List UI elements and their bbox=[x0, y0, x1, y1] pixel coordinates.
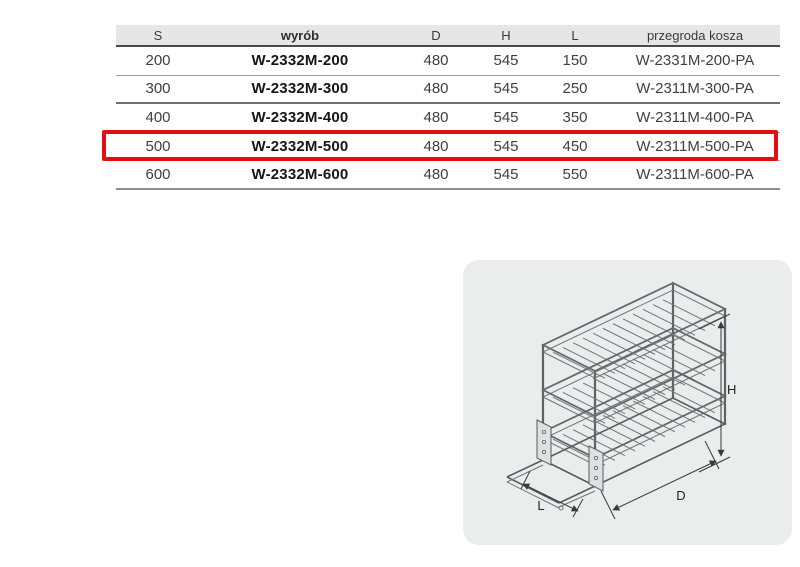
cell-divider: W-2311M-600-PA bbox=[636, 166, 754, 184]
dim-label-height: H bbox=[727, 382, 737, 397]
table-row-200[interactable] bbox=[116, 47, 780, 76]
cell-l: 350 bbox=[562, 109, 588, 127]
cell-l: 150 bbox=[562, 52, 588, 70]
column-header-l: L bbox=[571, 27, 579, 43]
cell-l: 550 bbox=[562, 166, 588, 184]
column-header-h: H bbox=[501, 27, 511, 43]
cell-divider: W-2331M-200-PA bbox=[635, 52, 755, 70]
table-row-500[interactable] bbox=[116, 133, 780, 162]
column-header-product: wyrób bbox=[280, 27, 320, 43]
cell-product: W-2332M-200 bbox=[251, 52, 349, 70]
cell-divider: W-2311M-300-PA bbox=[636, 80, 754, 98]
cell-s: 200 bbox=[145, 52, 171, 70]
cell-product: W-2332M-600 bbox=[251, 166, 349, 184]
cell-h: 545 bbox=[493, 138, 519, 156]
basket-wireframe bbox=[507, 283, 725, 510]
cell-h: 545 bbox=[493, 80, 519, 98]
cell-d: 480 bbox=[423, 109, 449, 127]
cell-d: 480 bbox=[423, 80, 449, 98]
cell-product: W-2332M-500 bbox=[251, 138, 349, 156]
cell-d: 480 bbox=[423, 166, 449, 184]
table-header-row bbox=[116, 25, 780, 47]
cell-l: 450 bbox=[562, 138, 588, 156]
cell-l: 250 bbox=[562, 80, 588, 98]
cell-s: 600 bbox=[145, 166, 171, 184]
cell-h: 545 bbox=[493, 52, 519, 70]
column-header-divider: przegroda kosza bbox=[646, 27, 744, 43]
cell-h: 545 bbox=[493, 109, 519, 127]
cell-h: 545 bbox=[493, 166, 519, 184]
table-row-300[interactable] bbox=[116, 76, 780, 105]
dim-label-depth: D bbox=[676, 488, 686, 503]
cell-product: W-2332M-400 bbox=[251, 109, 349, 127]
table-row-600[interactable] bbox=[116, 161, 780, 190]
table-row-400[interactable] bbox=[116, 104, 780, 133]
table-body bbox=[116, 47, 780, 190]
cell-s: 400 bbox=[145, 109, 171, 127]
diagram-panel bbox=[463, 260, 792, 545]
cell-divider: W-2311M-500-PA bbox=[636, 138, 754, 156]
product-spec-table bbox=[116, 25, 780, 190]
dim-label-length: L bbox=[537, 498, 545, 513]
cell-divider: W-2311M-400-PA bbox=[636, 109, 754, 127]
cell-product: W-2332M-300 bbox=[251, 80, 349, 98]
column-header-s: S bbox=[153, 27, 163, 43]
cell-d: 480 bbox=[423, 138, 449, 156]
cell-d: 480 bbox=[423, 52, 449, 70]
cell-s: 500 bbox=[145, 138, 171, 156]
basket-illustration bbox=[463, 260, 792, 545]
column-header-d: D bbox=[431, 27, 441, 43]
cell-s: 300 bbox=[145, 80, 171, 98]
